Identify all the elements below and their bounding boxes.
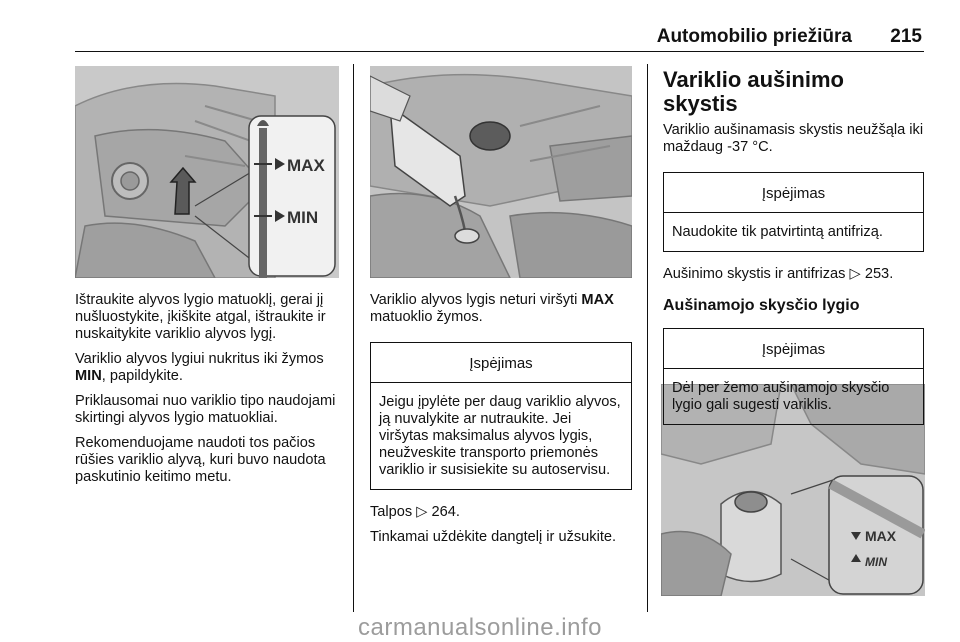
page-ref-icon: ▷	[416, 504, 428, 520]
paragraph: Tinkamai uždėkite dangtelį ir užsukite.	[370, 529, 617, 545]
warning-title: Įspėjimas	[371, 343, 631, 383]
coolant-max-label: MAX	[865, 528, 897, 544]
warning-box	[370, 342, 632, 490]
min-mark: MIN	[75, 368, 102, 384]
dipstick-min-label: MIN	[287, 208, 319, 227]
page-ref[interactable]: 264	[431, 504, 456, 520]
subsection-heading: Aušinamojo skysčio lygio	[663, 297, 860, 314]
page-header-title: Automobilio priežiūra	[656, 26, 852, 47]
paragraph: Ištraukite alyvos lygio matuoklį, gerai jį nušluostykite, įkiškite atgal, ištraukite ir nuskaitykite variklio alyvos lygį.	[75, 292, 326, 342]
coolant-min-label: MIN	[865, 555, 887, 569]
watermark: carmanualsonline.info	[358, 614, 602, 641]
page-ref-icon: ▷	[849, 266, 861, 282]
page-number: 215	[890, 26, 922, 47]
page-header	[0, 0, 960, 52]
page-ref[interactable]: 253	[864, 266, 890, 282]
paragraph: Variklio alyvos lygis neturi viršyti MAX matuoklio žymos.	[370, 292, 614, 325]
warning-title: Įspėjimas	[664, 173, 923, 213]
header-divider	[75, 51, 924, 52]
warning-box	[663, 172, 924, 252]
paragraph: Talpos ▷ 264.	[370, 504, 460, 520]
dipstick-illustration	[75, 66, 339, 278]
max-mark: MAX	[581, 292, 614, 308]
column-3	[663, 68, 924, 439]
paragraph: Variklio aušinamasis skystis neužšąla iki maždaug -37 °C.	[663, 122, 924, 155]
column-2	[370, 292, 632, 554]
paragraph: Variklio alyvos lygiui nukritus iki žymos MIN, papildykite.	[75, 351, 324, 384]
paragraph: Rekomenduojame naudoti tos pačios rūšies variklio alyvą, kuri buvo naudota paskutinio keitimo metu.	[75, 435, 326, 485]
oil-filling-illustration	[370, 66, 632, 278]
column-divider-2	[647, 64, 648, 612]
column-divider-1	[353, 64, 354, 612]
paragraph: Priklausomai nuo variklio tipo naudojami skirtingi alyvos lygio matuokliai.	[75, 393, 336, 426]
warning-body: Naudokite tik patvirtintą antifrizą.	[672, 224, 883, 240]
warning-body: Dėl per žemo aušinamojo skysčio lygio gali sugesti variklis.	[672, 380, 890, 413]
warning-box	[663, 328, 924, 425]
warning-body: Jeigu įpylėte per daug variklio alyvos, ją nuvalykite ar nutraukite. Jei viršytas maksimalus alyvos lygis, neužveskite transporto priemonės variklio ir susisiekite su autoservisu.	[379, 394, 621, 478]
column-1	[75, 292, 343, 494]
section-heading: Variklio aušinimo skystis	[663, 67, 844, 116]
warning-title: Įspėjimas	[664, 329, 923, 369]
paragraph: Aušinimo skystis ir antifrizas ▷ 253.	[663, 266, 894, 282]
dipstick-max-label: MAX	[287, 156, 325, 175]
